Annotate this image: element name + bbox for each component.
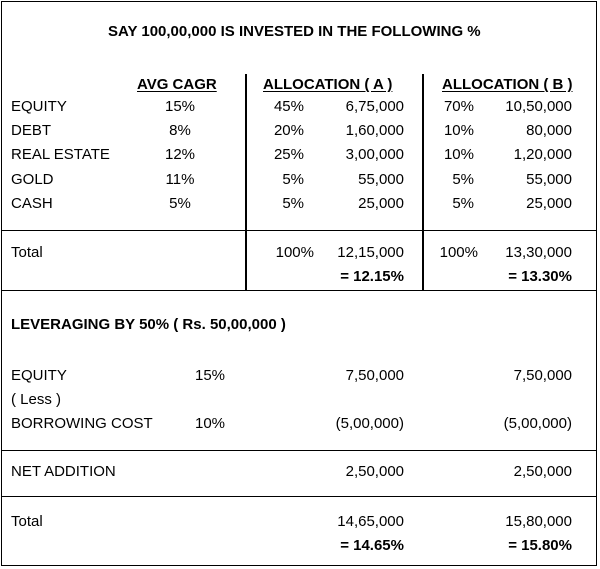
asset-cagr: 12% [164, 146, 196, 163]
asset-cagr: 11% [165, 171, 195, 188]
divider-column-b [422, 74, 424, 290]
alloc-b-pct: 70% [443, 98, 474, 115]
alloc-b-pct: 5% [452, 171, 474, 188]
leverage-heading: LEVERAGING BY 50% ( Rs. 50,00,000 ) [11, 316, 286, 333]
header-avg-cagr: AVG CAGR [137, 76, 217, 93]
total-a-pct: 100% [275, 244, 314, 261]
header-allocation-a: ALLOCATION ( A ) [263, 76, 393, 93]
page-title: SAY 100,00,000 IS INVESTED IN THE FOLLOWING % [108, 23, 481, 40]
total-b-amount: 13,30,000 [505, 244, 572, 261]
alloc-b-pct: 10% [443, 146, 474, 163]
divider-after-total [1, 290, 597, 291]
leverage-equity-b: 7,50,000 [513, 367, 572, 384]
asset-cagr: 8% [169, 122, 191, 139]
total-label: Total [11, 244, 43, 261]
leverage-equity-a: 7,50,000 [345, 367, 404, 384]
net-addition-label: NET ADDITION [11, 463, 116, 480]
divider-column-a [245, 74, 247, 290]
asset-label: REAL ESTATE [11, 146, 110, 163]
alloc-a-amount: 3,00,000 [345, 146, 404, 163]
asset-cagr: 5% [169, 195, 191, 212]
alloc-a-amount: 6,75,000 [345, 98, 404, 115]
alloc-b-amount: 80,000 [526, 122, 572, 139]
alloc-a-pct: 45% [273, 98, 304, 115]
alloc-b-amount: 1,20,000 [513, 146, 572, 163]
total2-a-rate: = 14.65% [340, 537, 404, 554]
borrowing-cost-b: (5,00,000) [503, 415, 572, 432]
alloc-b-pct: 10% [443, 122, 474, 139]
total-b-pct: 100% [439, 244, 478, 261]
alloc-a-amount: 1,60,000 [345, 122, 404, 139]
net-addition-b: 2,50,000 [513, 463, 572, 480]
asset-label: EQUITY [11, 98, 67, 115]
borrowing-cost-a: (5,00,000) [335, 415, 404, 432]
divider-after-assets [1, 230, 597, 231]
alloc-b-amount: 55,000 [526, 171, 572, 188]
borrowing-cost-label: BORROWING COST [11, 415, 153, 432]
borrowing-cost-rate: 10% [195, 415, 226, 432]
asset-cagr: 15% [164, 98, 196, 115]
divider-before-net [1, 450, 597, 451]
total-a-rate: = 12.15% [340, 268, 404, 285]
total-a-amount: 12,15,000 [337, 244, 404, 261]
alloc-b-amount: 10,50,000 [505, 98, 572, 115]
total2-b-amount: 15,80,000 [505, 513, 572, 530]
alloc-a-pct: 5% [282, 171, 304, 188]
total2-label: Total [11, 513, 43, 530]
leverage-equity-label: EQUITY [11, 367, 67, 384]
net-addition-a: 2,50,000 [345, 463, 404, 480]
asset-label: GOLD [11, 171, 54, 188]
alloc-a-amount: 55,000 [358, 171, 404, 188]
leverage-equity-cagr: 15% [195, 367, 226, 384]
alloc-a-pct: 20% [273, 122, 304, 139]
divider-before-total2 [1, 496, 597, 497]
leverage-less-label: ( Less ) [11, 391, 62, 408]
asset-label: CASH [11, 195, 53, 212]
total2-b-rate: = 15.80% [508, 537, 572, 554]
total2-a-amount: 14,65,000 [337, 513, 404, 530]
alloc-a-pct: 25% [273, 146, 304, 163]
alloc-b-amount: 25,000 [526, 195, 572, 212]
asset-label: DEBT [11, 122, 52, 139]
alloc-b-pct: 5% [452, 195, 474, 212]
header-allocation-b: ALLOCATION ( B ) [442, 76, 573, 93]
total-b-rate: = 13.30% [508, 268, 572, 285]
alloc-a-pct: 5% [282, 195, 304, 212]
alloc-a-amount: 25,000 [358, 195, 404, 212]
